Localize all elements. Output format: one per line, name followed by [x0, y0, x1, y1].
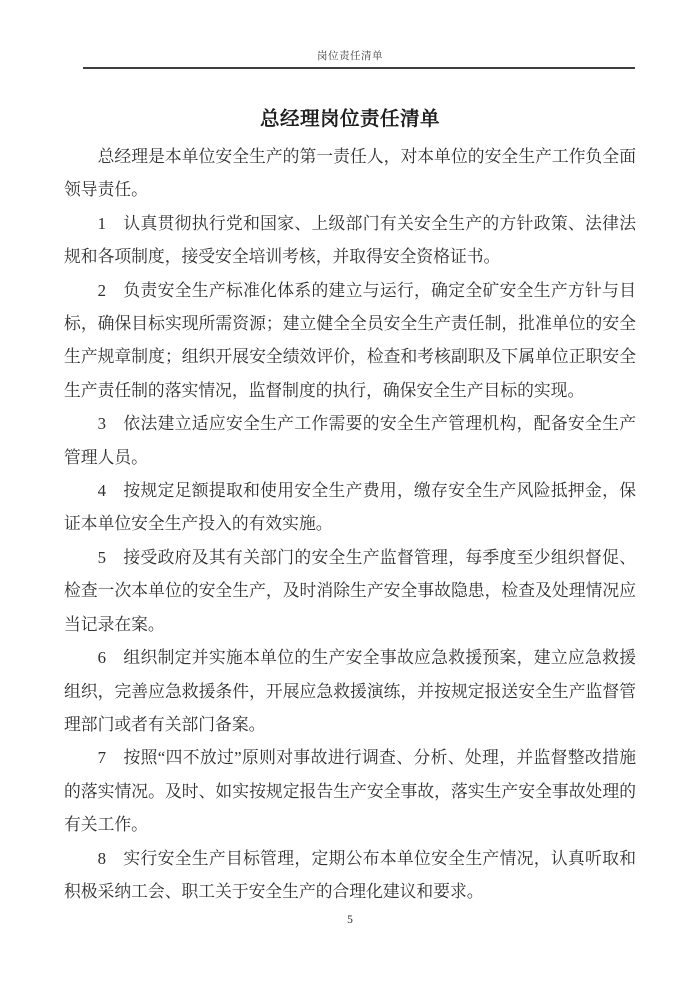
header-rule	[83, 67, 635, 69]
page-title: 总经理岗位责任清单	[259, 108, 440, 130]
paragraph-item-6: 6 组织制定并实施本单位的生产安全事故应急救援预案，建立应急救援组织，完善应急救援条件，开展应急救援演练，并按规定报送安全生产监督管理部门或者有关部门备案。	[64, 648, 636, 734]
paragraph-item-1: 1 认真贯彻执行党和国家、上级部门有关安全生产的方针政策、法律法规和各项制度，接受安全培训考核，并取得安全资格证书。	[64, 213, 636, 267]
paragraph-item-8: 8 实行安全生产目标管理，定期公布本单位安全生产情况，认真听取和积极采纳工会、职工关于安全生产的合理化建议和要求。	[64, 848, 636, 901]
page-number: 5	[347, 914, 353, 926]
running-header: 岗位责任清单	[317, 51, 383, 62]
paragraph-intro: 总经理是本单位安全生产的第一责任人，对本单位的安全生产工作负全面领导责任。	[64, 147, 636, 200]
paragraph-item-7: 7 按照“四不放过”原则对事故进行调查、分析、处理，并监督整改措施的落实情况。及时、如实按规定报告生产安全事故，落实生产安全事故处理的有关工作。	[64, 748, 636, 835]
paragraph-item-2: 2 负责安全生产标准化体系的建立与运行，确定全矿安全生产方针与目标，确保目标实现所需资源；建立健全全员安全生产责任制，批准单位的安全生产规章制度；组织开展安全绩效评价，检查和考核副职及下属单位正职安全生产责任制的落实情况，监督制度的执行，确保安全生产目标的实现。	[64, 280, 636, 400]
paragraph-item-5: 5 接受政府及其有关部门的安全生产监督管理，每季度至少组织督促、检查一次本单位的安全生产，及时消除生产安全事故隐患，检查及处理情况应当记录在案。	[64, 547, 636, 634]
document-body	[64, 140, 636, 908]
paragraph-item-4: 4 按规定足额提取和使用安全生产费用，缴存安全生产风险抵押金，保证本单位安全生产投入的有效实施。	[64, 481, 636, 534]
paragraph-item-3: 3 依法建立适应安全生产工作需要的安全生产管理机构，配备安全生产管理人员。	[64, 414, 636, 467]
